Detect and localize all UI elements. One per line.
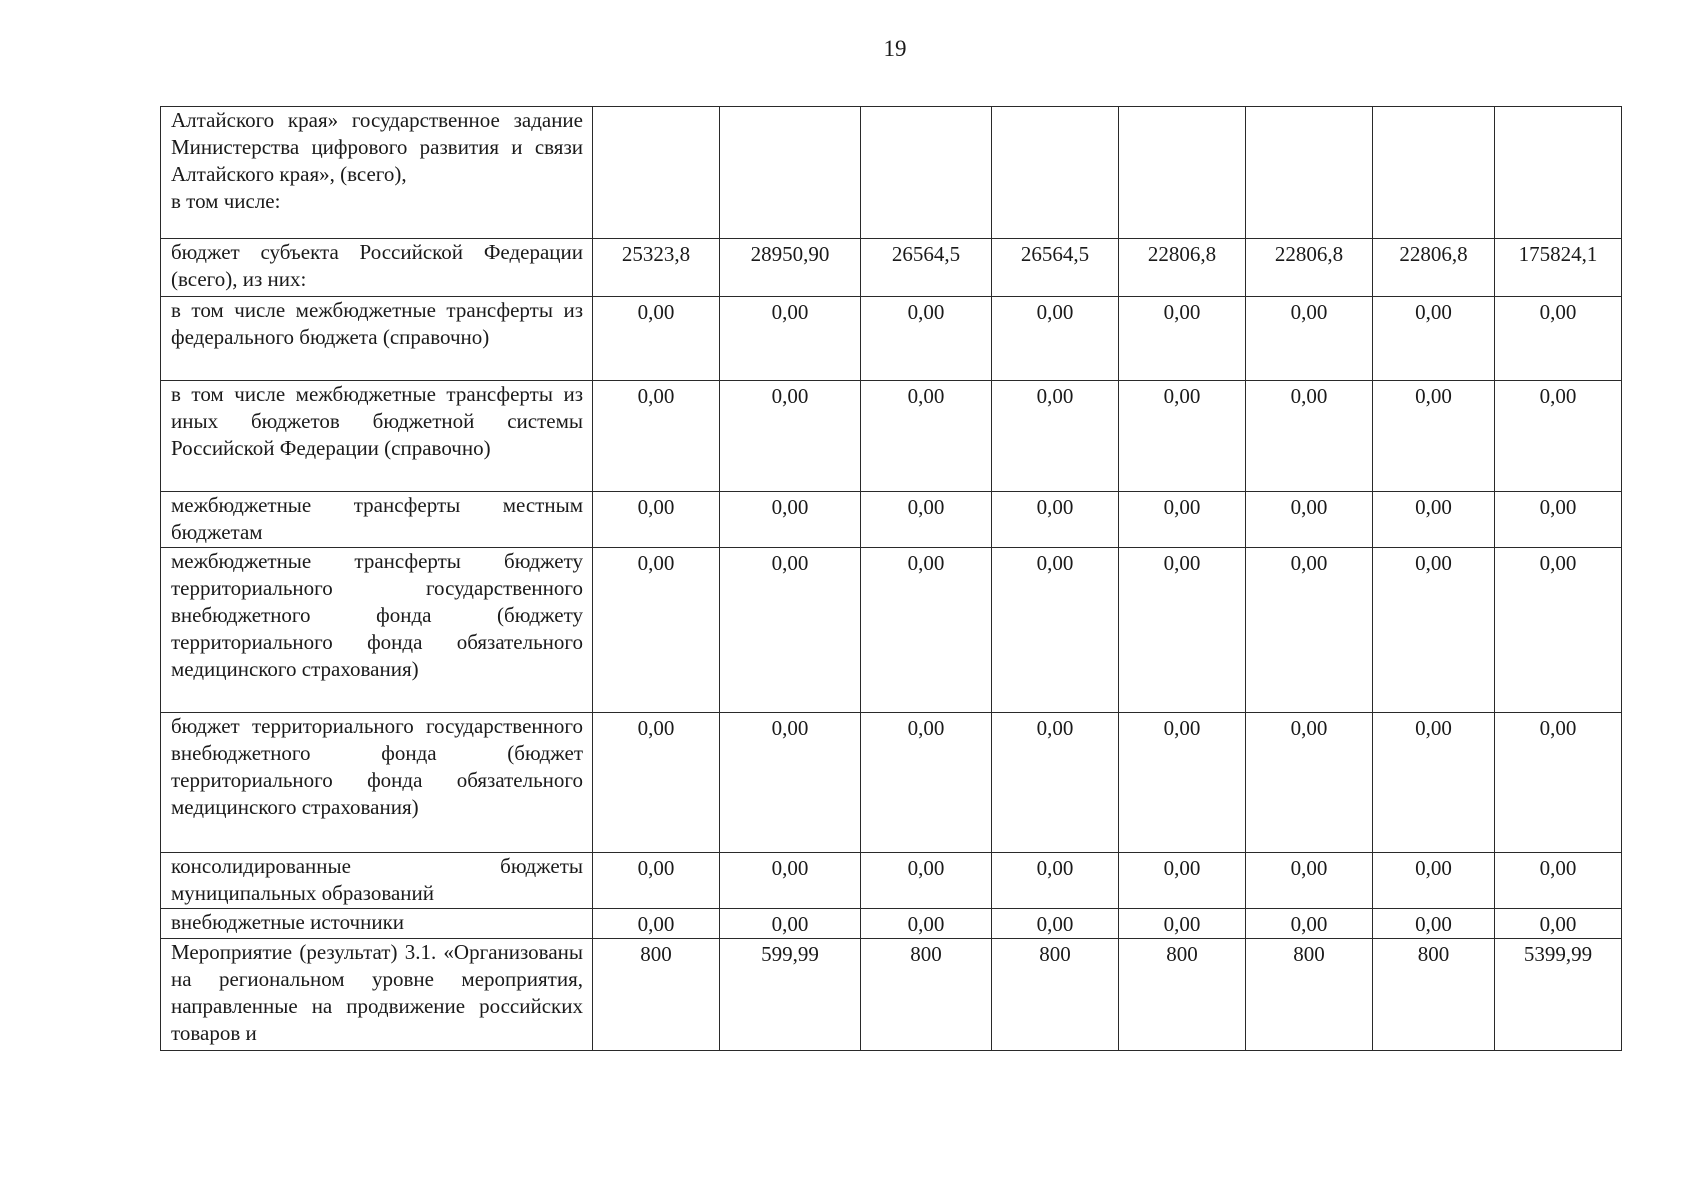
value-cell (1373, 107, 1495, 239)
value-cell (861, 107, 992, 239)
value-cell: 0,00 (1119, 853, 1246, 909)
table-row (161, 713, 1622, 853)
value-cell: 0,00 (1495, 381, 1622, 492)
value-cell: 0,00 (1246, 381, 1373, 492)
value-cell: 0,00 (1495, 713, 1622, 853)
value-cell: 0,00 (720, 492, 861, 548)
value-cell: 800 (861, 939, 992, 1051)
value-cell: 0,00 (593, 297, 720, 381)
value-cell: 0,00 (1373, 492, 1495, 548)
table-row (161, 492, 1622, 548)
value-cell: 0,00 (1373, 853, 1495, 909)
value-cell: 28950,90 (720, 239, 861, 297)
value-cell: 0,00 (1495, 492, 1622, 548)
value-cell: 0,00 (992, 713, 1119, 853)
value-cell: 175824,1 (1495, 239, 1622, 297)
row-label: консолидированные бюджеты муниципальных образований (161, 853, 593, 909)
value-cell: 0,00 (1495, 853, 1622, 909)
value-cell: 0,00 (861, 548, 992, 713)
value-cell (992, 107, 1119, 239)
value-cell: 5399,99 (1495, 939, 1622, 1051)
value-cell: 26564,5 (861, 239, 992, 297)
value-cell: 800 (593, 939, 720, 1051)
value-cell: 0,00 (1119, 492, 1246, 548)
value-cell: 0,00 (1119, 909, 1246, 939)
value-cell: 0,00 (1373, 297, 1495, 381)
value-cell: 0,00 (720, 909, 861, 939)
row-label: межбюджетные трансферты местным бюджетам (161, 492, 593, 548)
value-cell (1246, 107, 1373, 239)
value-cell: 800 (1373, 939, 1495, 1051)
value-cell: 0,00 (593, 381, 720, 492)
value-cell: 0,00 (593, 492, 720, 548)
value-cell: 0,00 (1246, 297, 1373, 381)
value-cell: 0,00 (1246, 492, 1373, 548)
row-label: бюджет территориального государственного внебюджетного фонда (бюджет территориального фонда обязательного медицинского страхования) (161, 713, 593, 853)
value-cell: 22806,8 (1119, 239, 1246, 297)
value-cell (720, 107, 861, 239)
value-cell: 26564,5 (992, 239, 1119, 297)
row-label: Алтайского края» государственное задание Министерства цифрового развития и связи Алтайского края», (всего), в том числе: (161, 107, 593, 239)
value-cell: 800 (1246, 939, 1373, 1051)
value-cell: 0,00 (861, 492, 992, 548)
row-label: внебюджетные источники (161, 909, 593, 939)
value-cell: 0,00 (861, 297, 992, 381)
table-row (161, 548, 1622, 713)
value-cell: 0,00 (1246, 853, 1373, 909)
value-cell: 0,00 (1373, 909, 1495, 939)
value-cell: 0,00 (861, 853, 992, 909)
value-cell: 0,00 (1373, 548, 1495, 713)
value-cell: 0,00 (720, 297, 861, 381)
table-row (161, 939, 1622, 1051)
table-row (161, 297, 1622, 381)
table-row (161, 239, 1622, 297)
row-label: межбюджетные трансферты бюджету территориального государственного внебюджетного фонда (бюджету территориального фонда обязательного медицинского страхования) (161, 548, 593, 713)
value-cell: 0,00 (992, 853, 1119, 909)
value-cell: 0,00 (992, 909, 1119, 939)
value-cell: 0,00 (1495, 909, 1622, 939)
value-cell: 25323,8 (593, 239, 720, 297)
row-label: бюджет субъекта Российской Федерации (всего), из них: (161, 239, 593, 297)
value-cell: 22806,8 (1373, 239, 1495, 297)
value-cell: 0,00 (861, 909, 992, 939)
value-cell: 800 (1119, 939, 1246, 1051)
value-cell: 0,00 (593, 548, 720, 713)
value-cell: 0,00 (861, 381, 992, 492)
value-cell: 0,00 (992, 297, 1119, 381)
value-cell: 0,00 (1246, 909, 1373, 939)
value-cell: 0,00 (1246, 713, 1373, 853)
value-cell: 0,00 (992, 381, 1119, 492)
value-cell: 0,00 (992, 548, 1119, 713)
value-cell: 0,00 (720, 853, 861, 909)
value-cell: 0,00 (593, 909, 720, 939)
table-row (161, 909, 1622, 939)
value-cell: 0,00 (720, 548, 861, 713)
row-label: Мероприятие (результат) 3.1. «Организованы на региональном уровне мероприятия, направленные на продвижение российских товаров и (161, 939, 593, 1051)
value-cell: 0,00 (861, 713, 992, 853)
value-cell: 0,00 (1373, 713, 1495, 853)
page-number: 19 (883, 36, 907, 61)
value-cell: 0,00 (1119, 713, 1246, 853)
value-cell (1495, 107, 1622, 239)
value-cell: 800 (992, 939, 1119, 1051)
value-cell: 0,00 (1495, 297, 1622, 381)
value-cell: 0,00 (1373, 381, 1495, 492)
row-label: в том числе межбюджетные трансферты из иных бюджетов бюджетной системы Российской Федерации (справочно) (161, 381, 593, 492)
value-cell (1119, 107, 1246, 239)
value-cell: 599,99 (720, 939, 861, 1051)
value-cell (593, 107, 720, 239)
value-cell: 0,00 (1119, 297, 1246, 381)
budget-table (160, 106, 1622, 1051)
value-cell: 0,00 (1119, 548, 1246, 713)
row-label: в том числе межбюджетные трансферты из федерального бюджета (справочно) (161, 297, 593, 381)
table-row (161, 853, 1622, 909)
table-row (161, 107, 1622, 239)
value-cell: 22806,8 (1246, 239, 1373, 297)
value-cell: 0,00 (593, 713, 720, 853)
value-cell: 0,00 (593, 853, 720, 909)
value-cell: 0,00 (720, 713, 861, 853)
value-cell: 0,00 (1246, 548, 1373, 713)
value-cell: 0,00 (1119, 381, 1246, 492)
table-row (161, 381, 1622, 492)
value-cell: 0,00 (992, 492, 1119, 548)
value-cell: 0,00 (720, 381, 861, 492)
value-cell: 0,00 (1495, 548, 1622, 713)
